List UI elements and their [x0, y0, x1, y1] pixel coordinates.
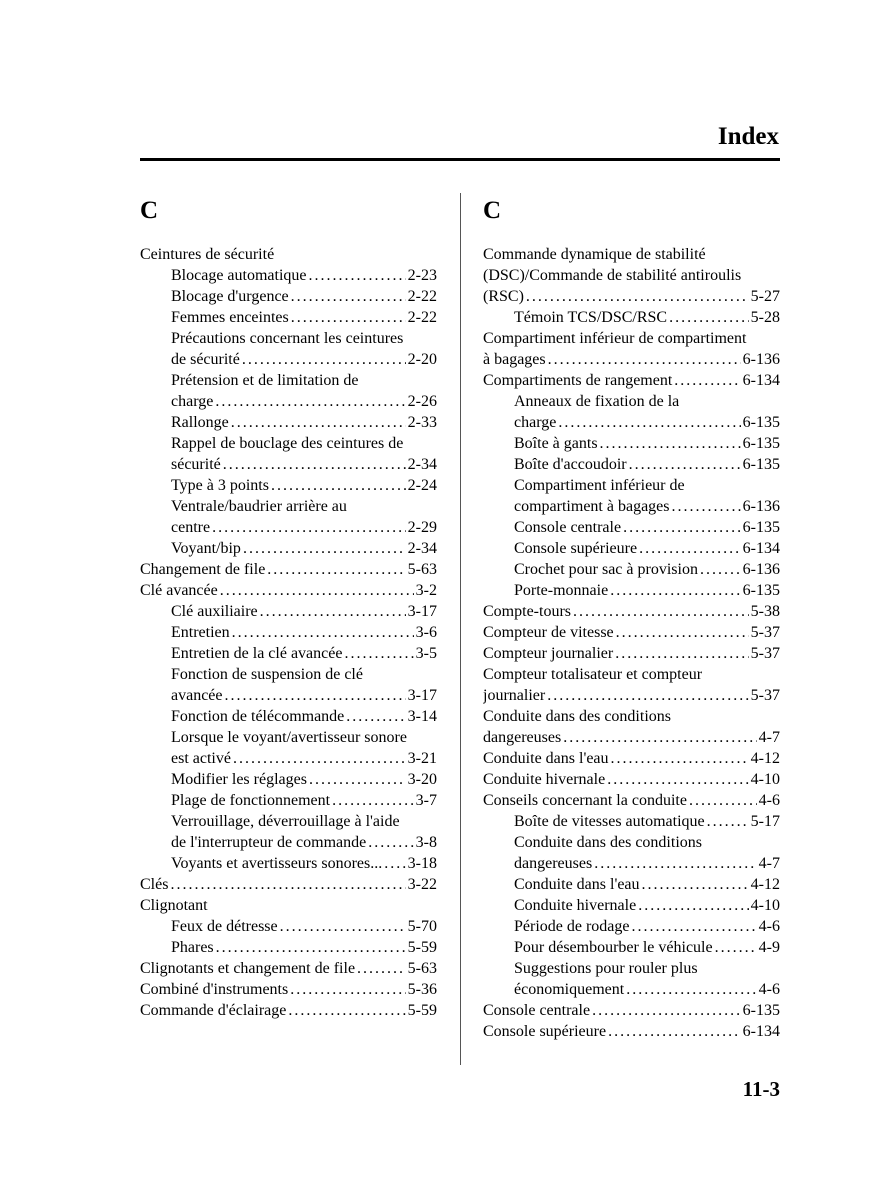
index-entry [483, 895, 780, 916]
left-column [140, 196, 437, 1021]
index-entry-text: Anneaux de fixation de la [514, 393, 680, 410]
index-entry-text: Console centrale [514, 519, 622, 536]
dot-leader [674, 370, 740, 391]
index-entry-page: 2-34 [407, 456, 437, 473]
index-entry-text: Conduite hivernale [483, 771, 606, 788]
index-entry-page: 6-134 [742, 540, 780, 557]
index-entry-text: Suggestions pour rouler plus [514, 960, 698, 977]
dot-leader [232, 622, 414, 643]
index-entry-page: 4-7 [758, 729, 780, 746]
index-entry-page: 2-29 [407, 519, 437, 536]
index-entry [140, 706, 437, 727]
index-entry [140, 853, 437, 874]
index-entry-text: Conduite hivernale [514, 897, 637, 914]
index-entry [483, 727, 780, 748]
index-entry-page: 3-20 [407, 771, 437, 788]
index-entry-text: Clé avancée [140, 582, 218, 599]
index-entry [140, 769, 437, 790]
index-entry-text: (DSC)/Commande de stabilité antiroulis [483, 267, 742, 284]
index-entry [483, 664, 780, 685]
dot-leader [600, 433, 741, 454]
dot-leader [215, 391, 405, 412]
dot-leader [344, 643, 413, 664]
index-entry [483, 496, 780, 517]
dot-leader [309, 769, 406, 790]
index-entry-text: dangereuses [483, 729, 562, 746]
index-entry-text: Boîte d'accoudoir [514, 456, 627, 473]
index-entry [483, 538, 780, 559]
index-entry-page: 6-136 [742, 351, 780, 368]
index-entry-text: Plage de fonctionnement [171, 792, 331, 809]
index-entry-list [483, 244, 780, 1042]
index-entry-page: 3-17 [407, 687, 437, 704]
index-entry-page: 2-26 [407, 393, 437, 410]
index-entry-text: Type à 3 points [171, 477, 269, 494]
title-rule [140, 158, 780, 161]
index-entry-text: Clés [140, 876, 169, 893]
index-entry-text: à bagages [483, 351, 546, 368]
index-entry [483, 643, 780, 664]
index-entry-text: Ceintures de sécurité [140, 246, 275, 263]
dot-leader [290, 979, 405, 1000]
index-entry [483, 433, 780, 454]
index-entry [483, 958, 780, 979]
index-entry-text: Voyant/bip [171, 540, 241, 557]
index-entry [140, 874, 437, 895]
dot-leader [212, 517, 406, 538]
dot-leader [626, 979, 756, 1000]
index-entry [140, 685, 437, 706]
dot-leader [547, 685, 748, 706]
dot-leader [267, 559, 405, 580]
index-entry-text: Précautions concernant les ceintures [171, 330, 404, 347]
index-entry [483, 937, 780, 958]
index-entry-page: 5-17 [750, 813, 780, 830]
index-entry [483, 454, 780, 475]
dot-leader [332, 790, 414, 811]
index-entry-text: Modifier les réglages [171, 771, 307, 788]
dot-leader [632, 916, 757, 937]
dot-leader [223, 454, 406, 475]
index-entry-text: Feux de détresse [171, 918, 278, 935]
index-entry-page: 3-21 [407, 750, 437, 767]
section-letter: C [483, 197, 502, 224]
dot-leader [608, 1021, 741, 1042]
index-entry-page: 5-63 [407, 960, 437, 977]
dot-leader [280, 916, 406, 937]
index-entry-text: Fonction de suspension de clé [171, 666, 363, 683]
page-title: Index [717, 123, 779, 150]
dot-leader [610, 580, 740, 601]
index-entry-text: Crochet pour sac à provision [514, 561, 698, 578]
dot-leader [615, 643, 748, 664]
index-entry-text: Blocage d'urgence [171, 288, 289, 305]
index-entry-text: Conseils concernant la conduite [483, 792, 687, 809]
dot-leader [611, 748, 749, 769]
index-entry-text: est activé [171, 750, 231, 767]
dot-leader [220, 580, 414, 601]
index-entry [140, 559, 437, 580]
index-entry [140, 601, 437, 622]
right-column [483, 196, 780, 1042]
index-entry-page: 3-8 [415, 834, 437, 851]
index-entry-text: de sécurité [171, 351, 240, 368]
dot-leader [563, 727, 756, 748]
dot-leader [700, 559, 741, 580]
dot-leader [592, 1000, 741, 1021]
index-entry-text: Clignotant [140, 897, 208, 914]
index-entry-page: 4-6 [758, 792, 780, 809]
index-entry [483, 1021, 780, 1042]
index-entry-page: 6-135 [742, 456, 780, 473]
index-entry-text: Compte-tours [483, 603, 571, 620]
index-entry [483, 580, 780, 601]
dot-leader [669, 307, 749, 328]
index-entry-page: 6-135 [742, 414, 780, 431]
index-entry-page: 5-37 [750, 624, 780, 641]
index-entry-text: Compartiment inférieur de compartiment [483, 330, 747, 347]
index-entry-page: 5-28 [750, 309, 780, 326]
index-entry [140, 727, 437, 748]
dot-leader [715, 937, 757, 958]
index-entry-text: Verrouillage, déverrouillage à l'aide [171, 813, 400, 830]
dot-leader [271, 475, 406, 496]
dot-leader [260, 601, 406, 622]
index-entry [140, 370, 437, 391]
dot-leader [526, 286, 749, 307]
index-entry [140, 475, 437, 496]
dot-leader [309, 265, 406, 286]
index-entry-page: 4-10 [750, 771, 780, 788]
index-entry [483, 748, 780, 769]
index-entry-page: 3-7 [415, 792, 437, 809]
dot-leader [558, 412, 740, 433]
index-entry-page: 2-33 [407, 414, 437, 431]
index-entry-page: 3-18 [407, 855, 437, 872]
index-entry [140, 244, 437, 265]
index-entry [483, 1000, 780, 1021]
index-entry-text: Période de rodage [514, 918, 630, 935]
index-entry-text: Fonction de télécommande [171, 708, 345, 725]
index-entry [483, 286, 780, 307]
index-entry-text: dangereuses [514, 855, 593, 872]
index-entry [483, 916, 780, 937]
index-entry [483, 370, 780, 391]
index-entry [140, 349, 437, 370]
index-entry-page: 3-5 [415, 645, 437, 662]
index-entry-text: sécurité [171, 456, 221, 473]
index-entry-text: économiquement [514, 981, 625, 998]
index-entry [483, 979, 780, 1000]
index-entry [140, 664, 437, 685]
index-entry-text: Conduite dans des conditions [483, 708, 671, 725]
index-entry [140, 328, 437, 349]
dot-leader [573, 601, 749, 622]
index-entry-text: Clé auxiliaire [171, 603, 258, 620]
index-entry [483, 811, 780, 832]
dot-leader [607, 769, 748, 790]
index-entry [140, 433, 437, 454]
index-entry-page: 6-135 [742, 582, 780, 599]
index-entry-page: 3-14 [407, 708, 437, 725]
index-entry-text: centre [171, 519, 211, 536]
dot-leader [629, 454, 741, 475]
dot-leader [233, 748, 406, 769]
index-entry-page: 4-6 [758, 981, 780, 998]
dot-leader [548, 349, 741, 370]
index-entry-page: 2-34 [407, 540, 437, 557]
index-entry-page: 5-27 [750, 288, 780, 305]
page-number: 11-3 [742, 1077, 780, 1101]
index-entry [483, 559, 780, 580]
index-entry [140, 748, 437, 769]
index-entry [483, 412, 780, 433]
dot-leader [672, 496, 741, 517]
index-entry-page: 6-135 [742, 519, 780, 536]
index-entry-text: Boîte à gants [514, 435, 598, 452]
index-entry [140, 307, 437, 328]
dot-leader [242, 349, 406, 370]
index-entry-text: Boîte de vitesses automatique [514, 813, 705, 830]
index-entry [483, 874, 780, 895]
index-entry-text: journalier [483, 687, 546, 704]
index-entry [140, 811, 437, 832]
index-entry-page: 4-10 [750, 897, 780, 914]
index-entry-text: Conduite dans des conditions [514, 834, 702, 851]
index-entry-text: Blocage automatique [171, 267, 307, 284]
index-entry [483, 328, 780, 349]
dot-leader [225, 685, 406, 706]
index-entry-page: 5-63 [407, 561, 437, 578]
index-entry-text: Conduite dans l'eau [483, 750, 609, 767]
index-entry-text: Témoin TCS/DSC/RSC [514, 309, 668, 326]
index-entry [140, 580, 437, 601]
dot-leader [291, 307, 406, 328]
index-entry [140, 979, 437, 1000]
dot-leader [594, 853, 756, 874]
index-entry [483, 601, 780, 622]
index-entry-page: 4-12 [750, 750, 780, 767]
index-entry-page: 4-7 [758, 855, 780, 872]
index-entry-text: Lorsque le voyant/avertisseur sonore [171, 729, 407, 746]
dot-leader [346, 706, 405, 727]
index-entry-page: 6-136 [742, 561, 780, 578]
index-entry-page: 2-24 [407, 477, 437, 494]
dot-leader [623, 517, 741, 538]
index-entry-page: 6-134 [742, 372, 780, 389]
index-entry-page: 6-134 [742, 1023, 780, 1040]
dot-leader [642, 874, 749, 895]
index-entry-text: Combiné d'instruments [140, 981, 289, 998]
index-entry-text: Console centrale [483, 1002, 591, 1019]
index-entry [140, 790, 437, 811]
index-entry [483, 244, 780, 265]
index-entry-text: Compteur totalisateur et compteur [483, 666, 703, 683]
index-entry-text: Rappel de bouclage des ceintures de [171, 435, 404, 452]
index-entry [140, 496, 437, 517]
index-entry-text: Rallonge [171, 414, 229, 431]
index-entry [140, 265, 437, 286]
index-entry-text: charge [171, 393, 214, 410]
index-entry-page: 5-59 [407, 939, 437, 956]
index-entry-page: 4-9 [758, 939, 780, 956]
index-entry [483, 790, 780, 811]
dot-leader [243, 538, 406, 559]
index-entry-text: Entretien [171, 624, 230, 641]
index-entry-page: 5-36 [407, 981, 437, 998]
index-entry-text: Commande d'éclairage [140, 1002, 287, 1019]
index-entry-page: 5-59 [407, 1002, 437, 1019]
index-entry-page: 3-2 [415, 582, 437, 599]
dot-leader [707, 811, 749, 832]
index-entry [483, 349, 780, 370]
dot-leader [288, 1000, 405, 1021]
index-entry-text: Pour désembourber le véhicule [514, 939, 713, 956]
index-entry-page: 2-23 [407, 267, 437, 284]
index-entry-text: avancée [171, 687, 223, 704]
index-entry-page: 5-37 [750, 687, 780, 704]
index-entry [140, 958, 437, 979]
index-entry [140, 517, 437, 538]
index-entry-text: (RSC) [483, 288, 524, 305]
index-entry-text: Changement de file [140, 561, 266, 578]
index-entry [140, 286, 437, 307]
index-entry [483, 475, 780, 496]
index-entry-page: 3-6 [415, 624, 437, 641]
index-entry [483, 832, 780, 853]
index-entry [483, 853, 780, 874]
index-entry-list [140, 244, 437, 1021]
index-entry [140, 643, 437, 664]
index-entry [140, 412, 437, 433]
index-entry [483, 391, 780, 412]
section-letter: C [140, 197, 159, 224]
index-entry [483, 685, 780, 706]
index-entry [140, 391, 437, 412]
index-entry-text: Clignotants et changement de file [140, 960, 356, 977]
index-entry-page: 5-38 [750, 603, 780, 620]
index-entry-text: Phares [171, 939, 214, 956]
dot-leader [170, 874, 405, 895]
index-entry-page: 5-37 [750, 645, 780, 662]
index-entry [483, 706, 780, 727]
index-entry [140, 538, 437, 559]
dot-leader [291, 286, 406, 307]
dot-leader [216, 937, 406, 958]
index-entry [483, 769, 780, 790]
index-entry-page: 6-135 [742, 435, 780, 452]
index-entry [140, 916, 437, 937]
index-entry [140, 937, 437, 958]
index-entry-text: Ventrale/baudrier arrière au [171, 498, 347, 515]
column-divider [460, 193, 461, 1065]
index-entry-text: compartiment à bagages [514, 498, 670, 515]
index-entry-page: 2-22 [407, 288, 437, 305]
index-entry-text: de l'interrupteur de commande [171, 834, 367, 851]
index-entry-text: Femmes enceintes [171, 309, 289, 326]
index-entry [483, 265, 780, 286]
dot-leader [616, 622, 749, 643]
dot-leader [368, 832, 413, 853]
index-entry [140, 895, 437, 916]
index-entry-text: Prétension et de limitation de [171, 372, 359, 389]
index-entry [140, 454, 437, 475]
index-entry-text: Voyants et avertisseurs sonores... [171, 855, 383, 872]
index-entry-page: 3-22 [407, 876, 437, 893]
index-entry [483, 622, 780, 643]
index-entry-text: Compartiments de rangement [483, 372, 673, 389]
index-entry-page: 2-22 [407, 309, 437, 326]
index-entry-page: 5-70 [407, 918, 437, 935]
index-entry [140, 1000, 437, 1021]
index-entry-text: Porte-monnaie [514, 582, 609, 599]
index-entry-text: charge [514, 414, 557, 431]
dot-leader [638, 895, 748, 916]
dot-leader [384, 853, 405, 874]
index-entry-text: Console supérieure [483, 1023, 607, 1040]
index-entry-page: 4-6 [758, 918, 780, 935]
dot-leader [357, 958, 406, 979]
index-entry-text: Compteur de vitesse [483, 624, 614, 641]
index-entry-text: Conduite dans l'eau [514, 876, 640, 893]
index-entry-page: 3-17 [407, 603, 437, 620]
index-entry-page: 4-12 [750, 876, 780, 893]
dot-leader [689, 790, 757, 811]
dot-leader [639, 538, 741, 559]
index-entry-page: 6-136 [742, 498, 780, 515]
index-entry [483, 517, 780, 538]
index-entry-page: 2-20 [407, 351, 437, 368]
index-entry [140, 832, 437, 853]
index-entry-page: 6-135 [742, 1002, 780, 1019]
index-entry-text: Compartiment inférieur de [514, 477, 685, 494]
index-entry [483, 307, 780, 328]
index-entry [140, 622, 437, 643]
index-entry-text: Commande dynamique de stabilité [483, 246, 706, 263]
index-entry-text: Entretien de la clé avancée [171, 645, 343, 662]
dot-leader [231, 412, 406, 433]
index-entry-text: Compteur journalier [483, 645, 614, 662]
index-entry-text: Console supérieure [514, 540, 638, 557]
